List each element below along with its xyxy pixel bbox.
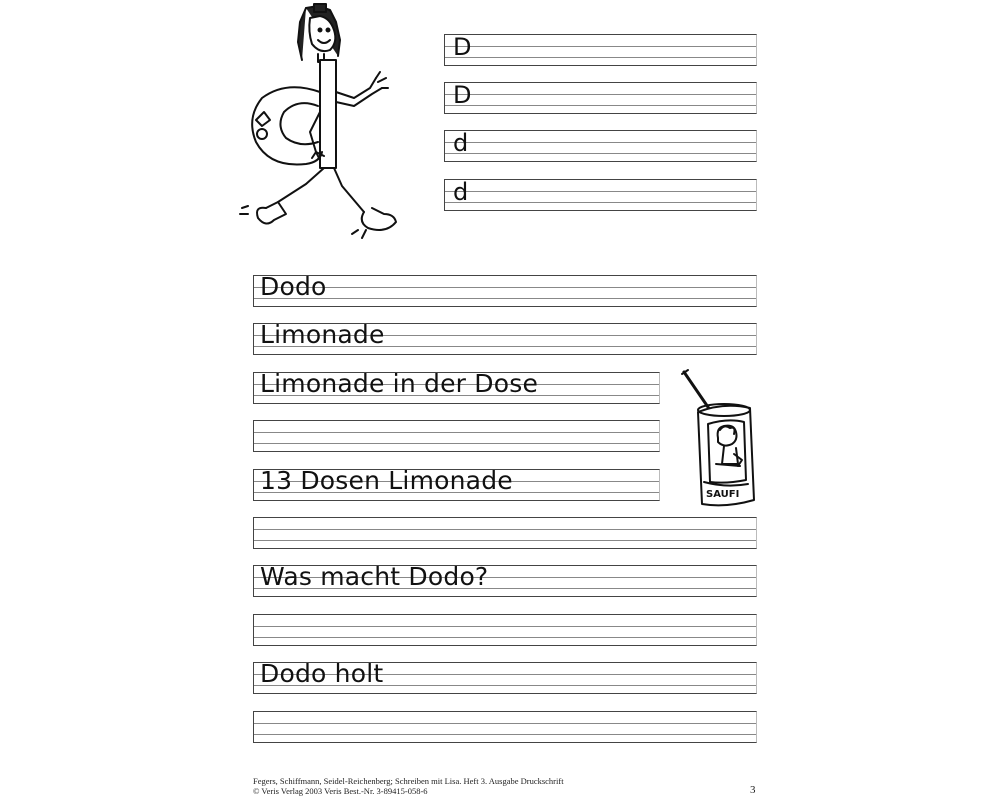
footer-line-1: Fegers, Schiffmann, Seidel-Reichenberg; Schreiben mit Lisa. Heft 3. Ausgabe Druckschrift (253, 776, 564, 786)
writing-line-4 (253, 420, 660, 452)
letter-text: d (453, 129, 469, 157)
line-text: Was macht Dodo? (260, 562, 489, 591)
footer-line-2: © Veris Verlag 2003 Veris Best.-Nr. 3-89415-058-6 (253, 786, 428, 796)
letter-text: d (453, 178, 469, 206)
lemonade-can-illustration (680, 368, 760, 508)
letter-text: D (453, 81, 472, 109)
can-label: SAUFI (706, 489, 740, 500)
dodo-illustration (236, 2, 406, 242)
letter-text: D (453, 33, 472, 61)
letter-line-1 (444, 34, 757, 66)
line-text: 13 Dosen Limonade (260, 466, 513, 495)
page-number: 3 (750, 784, 756, 796)
writing-line-8 (253, 614, 757, 646)
letter-line-3 (444, 130, 757, 162)
line-text: Dodo (260, 272, 327, 301)
line-text: Dodo holt (260, 659, 384, 688)
letter-line-2 (444, 82, 757, 114)
writing-line-7 (253, 562, 757, 597)
line-text: Limonade in der Dose (260, 369, 539, 398)
footer-credits (253, 776, 564, 796)
writing-line-2 (253, 320, 757, 355)
writing-line-9 (253, 659, 757, 694)
writing-line-6 (253, 517, 757, 549)
writing-line-10 (253, 711, 757, 743)
writing-line-1 (253, 272, 757, 307)
line-text: Limonade (260, 320, 385, 349)
writing-line-5 (253, 466, 660, 501)
letter-line-4 (444, 179, 757, 211)
writing-line-3 (253, 369, 660, 404)
